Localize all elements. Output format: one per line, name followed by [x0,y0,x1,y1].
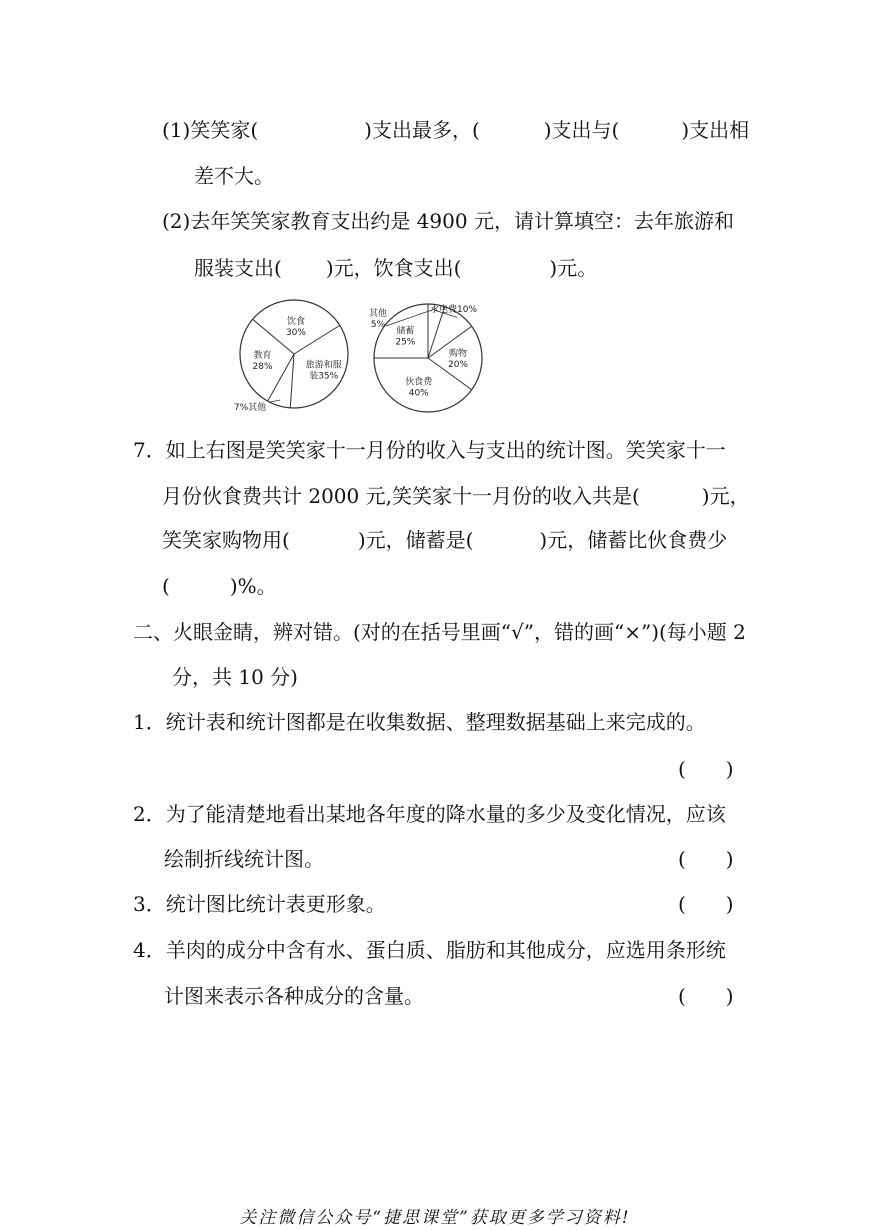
q7-line1: 7．如上右图是笑笑家十一月份的收入与支出的统计图。笑笑家十一 [133,438,726,462]
pie2-value-savings: 25% [395,337,416,348]
pie-charts [226,292,506,423]
pie1-value-other: 7%其他 [233,403,267,413]
tf-q4-line2: 计图来表示各种成分的含量。 [164,984,424,1008]
tf-q1-answer[interactable]: ( ) [678,757,734,781]
section2-heading-line2: 分，共 10 分) [172,665,298,689]
pie2-value-utilities: 水电费10% [430,305,478,315]
footer-note: 关注微信公众号“捷思课堂”获取更多学习资料! [239,1208,631,1228]
tf-q3-answer[interactable]: ( ) [678,892,734,916]
pie2-label-food: 伙食费 [405,377,433,388]
q7-line3: 笑笑家购物用( )元，储蓄是( )元，储蓄比伙食费少 [162,528,728,552]
q7-line4: ( )%。 [162,574,277,598]
pie-chart-income [369,303,482,412]
pie2-label-savings: 储蓄 [396,326,415,337]
pie2-value-food: 40% [408,388,429,399]
pie2-value-other: 5% [370,320,386,330]
tf-q4-line1: 4．羊肉的成分中含有水、蛋白质、脂肪和其他成分，应选用条形统 [133,938,726,962]
pie1-label-education: 教育 [253,350,272,361]
tf-q4-answer[interactable]: ( ) [678,984,734,1008]
pie2-label-other: 其他 [368,309,388,319]
tf-q3: 3．统计图比统计表更形象。 [133,892,386,916]
q6-part2-line2: 服装支出( )元，饮食支出( )元。 [194,256,598,280]
pie2-label-shopping: 购物 [448,349,468,359]
pie1-label-travel: 旅游和服 [305,360,342,371]
pie2-value-shopping: 20% [447,360,469,370]
tf-q2-line1: 2．为了能清楚地看出某地各年度的降水量的多少及变化情况，应该 [133,802,726,826]
q6-part1-line1: (1)笑笑家( )支出最多，( )支出与( )支出相 [162,118,750,142]
tf-q2-answer[interactable]: ( ) [678,847,734,871]
pie1-value-education: 28% [252,361,273,372]
q6-part1-line2: 差不大。 [194,164,274,188]
tf-q2-line2: 绘制折线统计图。 [164,847,324,871]
pie1-value-travel: 装35% [309,371,339,382]
q6-part2-line1: (2)去年笑笑家教育支出约是 4900 元，请计算填空：去年旅游和 [162,209,734,233]
pie-chart-expenses [234,300,348,413]
pie1-value-food: 30% [285,328,306,339]
tf-q1: 1．统计表和统计图都是在收集数据、整理数据基础上来完成的。 [133,710,706,734]
pie-charts-svg [226,292,506,418]
section2-heading-line1: 二、火眼金睛，辨对错。(对的在括号里画“√”，错的画“×”)(每小题 2 [133,620,746,644]
pie1-label-food: 饮食 [286,317,305,328]
q7-line2: 月份伙食费共计 2000 元,笑笑家十一月份的收入共是( )元， [162,484,750,508]
